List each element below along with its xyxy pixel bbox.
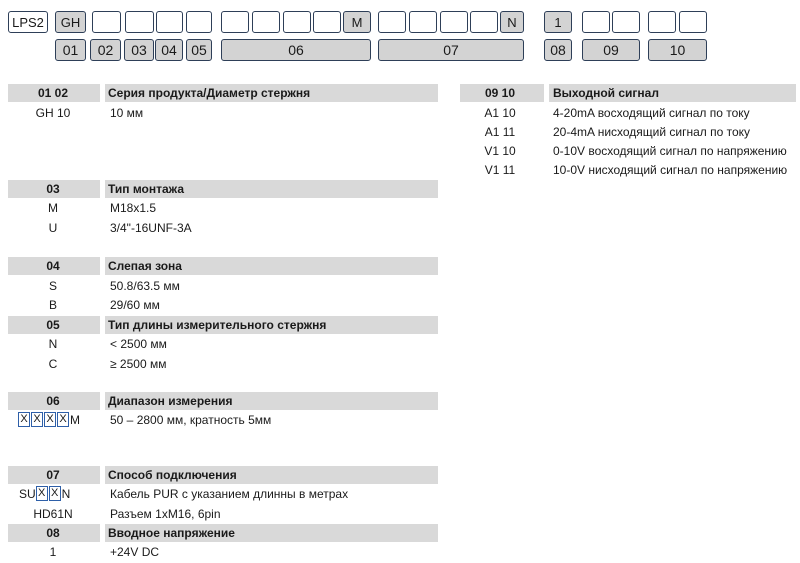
row-text: 3/4"-16UNF-3A bbox=[110, 221, 192, 235]
section-header-output bbox=[460, 84, 796, 102]
code-box-07-1 bbox=[378, 11, 406, 33]
section-header-range bbox=[8, 392, 438, 410]
code-label-02: 02 bbox=[90, 39, 121, 61]
row-text: 20-4mA нисходящий сигнал по току bbox=[553, 125, 751, 139]
table-row bbox=[8, 335, 438, 353]
section-header-blind-zone bbox=[8, 257, 438, 275]
row-code: GH 10 bbox=[35, 106, 71, 120]
row-code: M bbox=[48, 201, 58, 215]
code-label-10: 10 bbox=[648, 39, 707, 61]
code-label-05: 05 bbox=[186, 39, 212, 61]
code-box-product: LPS2 bbox=[8, 11, 48, 33]
row-text: ≥ 2500 мм bbox=[110, 357, 167, 371]
table-row bbox=[8, 411, 438, 429]
row-text: Разъем 1xM16, 6pin bbox=[110, 507, 221, 521]
section-header-connection bbox=[8, 466, 438, 484]
row-text: 0-10V восходящий сигнал по напряжению bbox=[553, 144, 787, 158]
code-box-06-2 bbox=[252, 11, 280, 33]
row-code: U bbox=[48, 221, 58, 235]
section-title: Способ подключения bbox=[108, 468, 237, 482]
connection-prefix: SU bbox=[19, 486, 36, 501]
section-code: 03 bbox=[46, 182, 60, 196]
section-header-supply bbox=[8, 524, 438, 542]
code-label-06: 06 bbox=[221, 39, 371, 61]
section-code: 07 bbox=[46, 468, 60, 482]
table-row bbox=[8, 296, 438, 314]
row-text: 10-0V нисходящий сигнал по напряжению bbox=[553, 163, 788, 177]
row-code: C bbox=[48, 357, 58, 371]
section-title: Тип монтажа bbox=[108, 182, 185, 196]
code-box-05a bbox=[156, 11, 183, 33]
row-text: 29/60 мм bbox=[110, 298, 160, 312]
section-code: 04 bbox=[46, 259, 60, 273]
placeholder-box: X bbox=[18, 412, 30, 427]
row-text: Кабель PUR с указанием длинны в метрах bbox=[110, 487, 349, 501]
table-row bbox=[8, 505, 438, 523]
section-title: Вводное напряжение bbox=[108, 526, 235, 540]
row-code: S bbox=[48, 279, 57, 293]
table-row bbox=[8, 199, 438, 217]
code-label-01: 01 bbox=[55, 39, 86, 61]
code-box-10-2 bbox=[679, 11, 707, 33]
placeholder-box: X bbox=[36, 486, 48, 501]
placeholder-box: X bbox=[44, 412, 56, 427]
placeholder-box: X bbox=[57, 412, 69, 427]
code-box-06-1 bbox=[221, 11, 249, 33]
code-box-03 bbox=[92, 11, 121, 33]
row-code: 1 bbox=[49, 545, 57, 559]
row-code: A1 10 bbox=[484, 106, 516, 120]
code-box-06-4 bbox=[313, 11, 341, 33]
connection-suffix: N bbox=[61, 486, 71, 501]
section-code: 09 10 bbox=[484, 86, 516, 100]
row-code: HD61N bbox=[33, 507, 73, 521]
table-row bbox=[8, 104, 438, 122]
table-row bbox=[8, 219, 438, 237]
code-box-04 bbox=[125, 11, 154, 33]
table-row bbox=[8, 355, 438, 373]
code-box-09-2 bbox=[612, 11, 640, 33]
code-box-10-1 bbox=[648, 11, 676, 33]
code-box-09-1 bbox=[582, 11, 610, 33]
row-code: A1 11 bbox=[484, 125, 516, 139]
code-box-n: N bbox=[500, 11, 524, 33]
code-box-07-4 bbox=[470, 11, 498, 33]
section-title: Серия продукта/Диаметр стержня bbox=[108, 86, 311, 100]
placeholder-box: X bbox=[31, 412, 43, 427]
table-row bbox=[8, 277, 438, 295]
section-header-mounting bbox=[8, 180, 438, 198]
code-label-04: 04 bbox=[155, 39, 183, 61]
row-text: 50 – 2800 мм, кратность 5мм bbox=[110, 413, 272, 427]
row-text: 10 мм bbox=[110, 106, 144, 120]
row-text: 50.8/63.5 мм bbox=[110, 279, 180, 293]
code-box-06-3 bbox=[283, 11, 311, 33]
code-label-03: 03 bbox=[124, 39, 154, 61]
section-code: 06 bbox=[46, 394, 60, 408]
code-box-07-2 bbox=[409, 11, 437, 33]
table-row bbox=[460, 142, 796, 160]
row-text: < 2500 мм bbox=[110, 337, 167, 351]
row-code: N bbox=[48, 337, 58, 351]
row-code: V1 10 bbox=[484, 144, 516, 158]
section-code: 01 02 bbox=[37, 86, 69, 100]
row-text: 4-20mA восходящий сигнал по току bbox=[553, 106, 750, 120]
code-box-1: 1 bbox=[544, 11, 572, 33]
row-code: B bbox=[48, 298, 57, 312]
section-title: Выходной сигнал bbox=[553, 86, 659, 100]
row-text: +24V DC bbox=[110, 545, 160, 559]
connection-code bbox=[19, 486, 70, 501]
section-title: Тип длины измерительного стержня bbox=[108, 318, 327, 332]
row-code: V1 11 bbox=[484, 163, 516, 177]
code-label-08: 08 bbox=[544, 39, 572, 61]
table-row bbox=[460, 104, 796, 122]
table-row bbox=[460, 161, 796, 179]
code-label-09: 09 bbox=[582, 39, 640, 61]
placeholder-box: X bbox=[49, 486, 61, 501]
range-code bbox=[18, 412, 80, 427]
section-code: 08 bbox=[46, 526, 60, 540]
section-title: Слепая зона bbox=[108, 259, 182, 273]
code-box-gh: GH bbox=[55, 11, 86, 33]
code-label-07: 07 bbox=[378, 39, 524, 61]
table-row bbox=[8, 543, 438, 561]
section-header-rod-length bbox=[8, 316, 438, 334]
table-row bbox=[8, 485, 438, 503]
code-box-07-3 bbox=[440, 11, 468, 33]
section-header-series bbox=[8, 84, 438, 102]
code-box-m: M bbox=[343, 11, 371, 33]
range-suffix: M bbox=[70, 412, 80, 427]
section-code: 05 bbox=[46, 318, 60, 332]
section-title: Диапазон измерения bbox=[108, 394, 233, 408]
code-box-05b bbox=[186, 11, 212, 33]
row-text: M18x1.5 bbox=[110, 201, 157, 215]
table-row bbox=[460, 123, 796, 141]
